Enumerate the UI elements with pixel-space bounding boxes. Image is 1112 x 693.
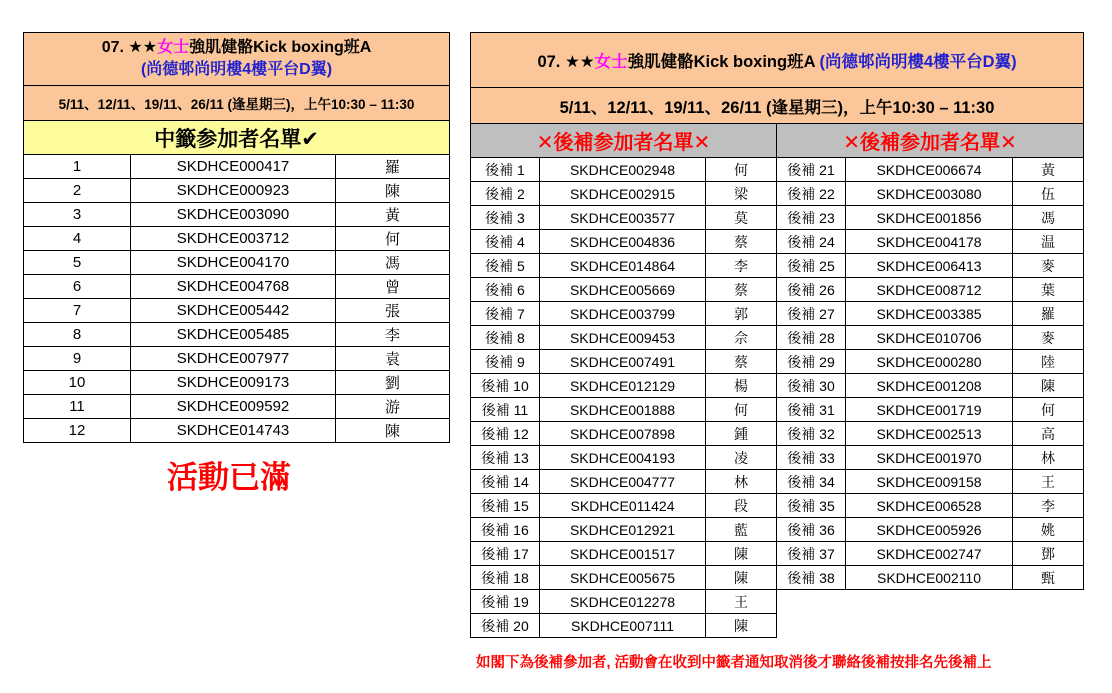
waitlist-note: 如閣下為後補參加者, 活動會在收到中籤者通知取消後才聯絡後補按排名先後補上 <box>476 655 992 671</box>
member-id: SKDHCE000280 <box>846 350 1013 374</box>
table-row <box>24 323 450 347</box>
member-id: SKDHCE003080 <box>846 182 1013 206</box>
member-id: SKDHCE009173 <box>131 371 336 395</box>
member-id: SKDHCE005442 <box>131 299 336 323</box>
row-number: 7 <box>24 299 131 323</box>
table-row <box>471 614 1084 638</box>
waitlist-number: 後補 29 <box>777 350 846 374</box>
title-prefix: 07. ★★ <box>101 39 158 56</box>
waitlist-number: 後補 7 <box>471 302 540 326</box>
row-number: 6 <box>24 275 131 299</box>
table-row <box>24 347 450 371</box>
member-surname: 陳 <box>706 542 777 566</box>
waitlist-number: 後補 5 <box>471 254 540 278</box>
member-surname: 蔡 <box>706 350 777 374</box>
member-id: SKDHCE011424 <box>540 494 706 518</box>
member-id: SKDHCE001517 <box>540 542 706 566</box>
table-row <box>471 470 1084 494</box>
waitlist-number: 後補 33 <box>777 446 846 470</box>
table-row <box>471 182 1084 206</box>
left-date-cell: 5/11、12/11、19/11、26/11 (逢星期三)，上午10:30 – 11:30 <box>24 86 450 121</box>
empty-cell <box>846 614 1013 638</box>
waitlist-number: 後補 38 <box>777 566 846 590</box>
member-surname: 黃 <box>336 203 450 227</box>
right-title-cell <box>471 33 1084 88</box>
member-surname: 高 <box>1013 422 1084 446</box>
member-id: SKDHCE007111 <box>540 614 706 638</box>
member-surname: 林 <box>706 470 777 494</box>
waitlist-number: 後補 36 <box>777 518 846 542</box>
member-id: SKDHCE002513 <box>846 422 1013 446</box>
table-row <box>471 518 1084 542</box>
member-id: SKDHCE004768 <box>131 275 336 299</box>
member-surname: 羅 <box>1013 302 1084 326</box>
member-id: SKDHCE003090 <box>131 203 336 227</box>
member-id: SKDHCE014743 <box>131 419 336 443</box>
table-row <box>471 494 1084 518</box>
waitlist-number: 後補 20 <box>471 614 540 638</box>
right-date-cell: 5/11、12/11、19/11、26/11 (逢星期三)，上午10:30 – 11:30 <box>471 88 1084 124</box>
member-id: SKDHCE005669 <box>540 278 706 302</box>
member-surname: 羅 <box>336 155 450 179</box>
member-id: SKDHCE005485 <box>131 323 336 347</box>
table-row <box>471 302 1084 326</box>
member-id: SKDHCE003799 <box>540 302 706 326</box>
waitlist-number: 後補 3 <box>471 206 540 230</box>
member-surname: 郭 <box>706 302 777 326</box>
waitlist-number: 後補 21 <box>777 158 846 182</box>
member-id: SKDHCE001719 <box>846 398 1013 422</box>
member-id: SKDHCE004170 <box>131 251 336 275</box>
member-surname: 陳 <box>706 566 777 590</box>
waitlist-number: 後補 2 <box>471 182 540 206</box>
title-women: 女士 <box>594 53 628 71</box>
member-id: SKDHCE001970 <box>846 446 1013 470</box>
waitlist-number: 後補 9 <box>471 350 540 374</box>
waitlist-number: 後補 10 <box>471 374 540 398</box>
table-row <box>471 326 1084 350</box>
member-id: SKDHCE006528 <box>846 494 1013 518</box>
table-row <box>24 155 450 179</box>
row-number: 4 <box>24 227 131 251</box>
location: (尚德邨尚明樓4樓平台D翼) <box>819 53 1017 71</box>
member-surname: 馮 <box>336 251 450 275</box>
member-id: SKDHCE009158 <box>846 470 1013 494</box>
table-row <box>471 590 1084 614</box>
waitlist-number: 後補 16 <box>471 518 540 542</box>
waitlist-number: 後補 31 <box>777 398 846 422</box>
table-row <box>471 278 1084 302</box>
member-surname: 藍 <box>706 518 777 542</box>
member-id: SKDHCE001856 <box>846 206 1013 230</box>
member-surname: 李 <box>1013 494 1084 518</box>
member-surname: 袁 <box>336 347 450 371</box>
member-surname: 陳 <box>1013 374 1084 398</box>
waitlist-number: 後補 12 <box>471 422 540 446</box>
member-surname: 段 <box>706 494 777 518</box>
member-surname: 馮 <box>1013 206 1084 230</box>
waitlist-number: 後補 23 <box>777 206 846 230</box>
left-title-cell <box>24 33 450 86</box>
member-surname: 伍 <box>1013 182 1084 206</box>
member-id: SKDHCE006413 <box>846 254 1013 278</box>
member-id: SKDHCE000417 <box>131 155 336 179</box>
member-id: SKDHCE014864 <box>540 254 706 278</box>
waitlist-number: 後補 13 <box>471 446 540 470</box>
table-row <box>24 203 450 227</box>
waitlist-number: 後補 35 <box>777 494 846 518</box>
member-surname: 佘 <box>706 326 777 350</box>
member-surname: 陳 <box>336 419 450 443</box>
title-course: 強肌健骼Kick boxing班A <box>189 39 372 56</box>
waitlist-number: 後補 32 <box>777 422 846 446</box>
table-row <box>471 206 1084 230</box>
waitlist-number: 後補 37 <box>777 542 846 566</box>
table-row <box>471 374 1084 398</box>
waitlist-number: 後補 8 <box>471 326 540 350</box>
row-number: 5 <box>24 251 131 275</box>
member-surname: 張 <box>336 299 450 323</box>
member-surname: 梁 <box>706 182 777 206</box>
member-id: SKDHCE007977 <box>131 347 336 371</box>
member-id: SKDHCE005675 <box>540 566 706 590</box>
member-id: SKDHCE003712 <box>131 227 336 251</box>
member-surname: 何 <box>1013 398 1084 422</box>
member-id: SKDHCE004193 <box>540 446 706 470</box>
member-id: SKDHCE005926 <box>846 518 1013 542</box>
member-id: SKDHCE012278 <box>540 590 706 614</box>
waitlist-number: 後補 14 <box>471 470 540 494</box>
member-surname: 麥 <box>1013 254 1084 278</box>
waitlist-number: 後補 1 <box>471 158 540 182</box>
member-id: SKDHCE004777 <box>540 470 706 494</box>
waitlist-number: 後補 34 <box>777 470 846 494</box>
row-number: 3 <box>24 203 131 227</box>
waitlist-number: 後補 19 <box>471 590 540 614</box>
member-id: SKDHCE002110 <box>846 566 1013 590</box>
winners-table <box>23 32 450 443</box>
member-id: SKDHCE008712 <box>846 278 1013 302</box>
waitlist-number: 後補 22 <box>777 182 846 206</box>
member-surname: 甄 <box>1013 566 1084 590</box>
member-id: SKDHCE003577 <box>540 206 706 230</box>
title-prefix: 07. ★★ <box>537 53 595 71</box>
row-number: 12 <box>24 419 131 443</box>
table-row <box>24 299 450 323</box>
row-number: 2 <box>24 179 131 203</box>
member-id: SKDHCE004836 <box>540 230 706 254</box>
member-surname: 林 <box>1013 446 1084 470</box>
member-surname: 麥 <box>1013 326 1084 350</box>
member-surname: 蔡 <box>706 278 777 302</box>
table-row <box>24 227 450 251</box>
empty-cell <box>777 614 846 638</box>
waitlist-number: 後補 17 <box>471 542 540 566</box>
row-number: 1 <box>24 155 131 179</box>
table-row <box>24 251 450 275</box>
member-surname: 鄧 <box>1013 542 1084 566</box>
member-id: SKDHCE002915 <box>540 182 706 206</box>
member-surname: 姚 <box>1013 518 1084 542</box>
member-id: SKDHCE001208 <box>846 374 1013 398</box>
table-row <box>24 179 450 203</box>
table-row <box>471 446 1084 470</box>
member-surname: 李 <box>336 323 450 347</box>
row-number: 10 <box>24 371 131 395</box>
member-id: SKDHCE006674 <box>846 158 1013 182</box>
waitlist-number: 後補 24 <box>777 230 846 254</box>
member-id: SKDHCE012921 <box>540 518 706 542</box>
member-surname: 陳 <box>336 179 450 203</box>
row-number: 9 <box>24 347 131 371</box>
table-row <box>24 371 450 395</box>
waitlist-number: 後補 28 <box>777 326 846 350</box>
member-id: SKDHCE003385 <box>846 302 1013 326</box>
member-surname: 何 <box>706 158 777 182</box>
member-surname: 鍾 <box>706 422 777 446</box>
table-row <box>471 542 1084 566</box>
member-surname: 葉 <box>1013 278 1084 302</box>
table-row <box>24 395 450 419</box>
member-surname: 陸 <box>1013 350 1084 374</box>
table-row <box>24 275 450 299</box>
table-row <box>471 254 1084 278</box>
member-id: SKDHCE002747 <box>846 542 1013 566</box>
member-surname: 温 <box>1013 230 1084 254</box>
waitlist-number: 後補 27 <box>777 302 846 326</box>
member-id: SKDHCE007491 <box>540 350 706 374</box>
member-id: SKDHCE010706 <box>846 326 1013 350</box>
waitlist-table <box>470 32 1084 638</box>
member-id: SKDHCE009592 <box>131 395 336 419</box>
member-id: SKDHCE004178 <box>846 230 1013 254</box>
member-surname: 莫 <box>706 206 777 230</box>
member-id: SKDHCE007898 <box>540 422 706 446</box>
member-surname: 王 <box>1013 470 1084 494</box>
member-surname: 劉 <box>336 371 450 395</box>
member-surname: 曾 <box>336 275 450 299</box>
waitlist-number: 後補 18 <box>471 566 540 590</box>
table-row <box>471 422 1084 446</box>
member-id: SKDHCE002948 <box>540 158 706 182</box>
waitlist-heading-left: ✕後補参加者名單✕ <box>471 124 777 158</box>
member-surname: 黃 <box>1013 158 1084 182</box>
activity-full-label: 活動已滿 <box>167 460 291 495</box>
waitlist-heading-right: ✕後補参加者名單✕ <box>777 124 1084 158</box>
member-surname: 游 <box>336 395 450 419</box>
table-row <box>471 158 1084 182</box>
member-surname: 何 <box>706 398 777 422</box>
member-surname: 凌 <box>706 446 777 470</box>
waitlist-number: 後補 25 <box>777 254 846 278</box>
member-id: SKDHCE001888 <box>540 398 706 422</box>
member-id: SKDHCE009453 <box>540 326 706 350</box>
member-surname: 陳 <box>706 614 777 638</box>
title-women: 女士 <box>157 39 190 56</box>
member-id: SKDHCE012129 <box>540 374 706 398</box>
member-surname: 楊 <box>706 374 777 398</box>
location: (尚德邨尚明樓4樓平台D翼) <box>140 61 333 78</box>
member-id: SKDHCE000923 <box>131 179 336 203</box>
waitlist-number: 後補 11 <box>471 398 540 422</box>
row-number: 8 <box>24 323 131 347</box>
member-surname: 蔡 <box>706 230 777 254</box>
member-surname: 王 <box>706 590 777 614</box>
waitlist-number: 後補 30 <box>777 374 846 398</box>
empty-cell <box>1013 614 1084 638</box>
waitlist-number: 後補 6 <box>471 278 540 302</box>
title-course: 強肌健骼Kick boxing班A <box>627 53 815 71</box>
table-row <box>471 566 1084 590</box>
member-surname: 何 <box>336 227 450 251</box>
table-row <box>24 419 450 443</box>
winners-heading: 中籤参加者名單✔ <box>24 121 450 155</box>
row-number: 11 <box>24 395 131 419</box>
table-row <box>471 398 1084 422</box>
empty-cell <box>1013 590 1084 614</box>
waitlist-number: 後補 15 <box>471 494 540 518</box>
empty-cell <box>846 590 1013 614</box>
table-row <box>471 230 1084 254</box>
empty-cell <box>777 590 846 614</box>
waitlist-number: 後補 26 <box>777 278 846 302</box>
waitlist-number: 後補 4 <box>471 230 540 254</box>
table-row <box>471 350 1084 374</box>
member-surname: 李 <box>706 254 777 278</box>
